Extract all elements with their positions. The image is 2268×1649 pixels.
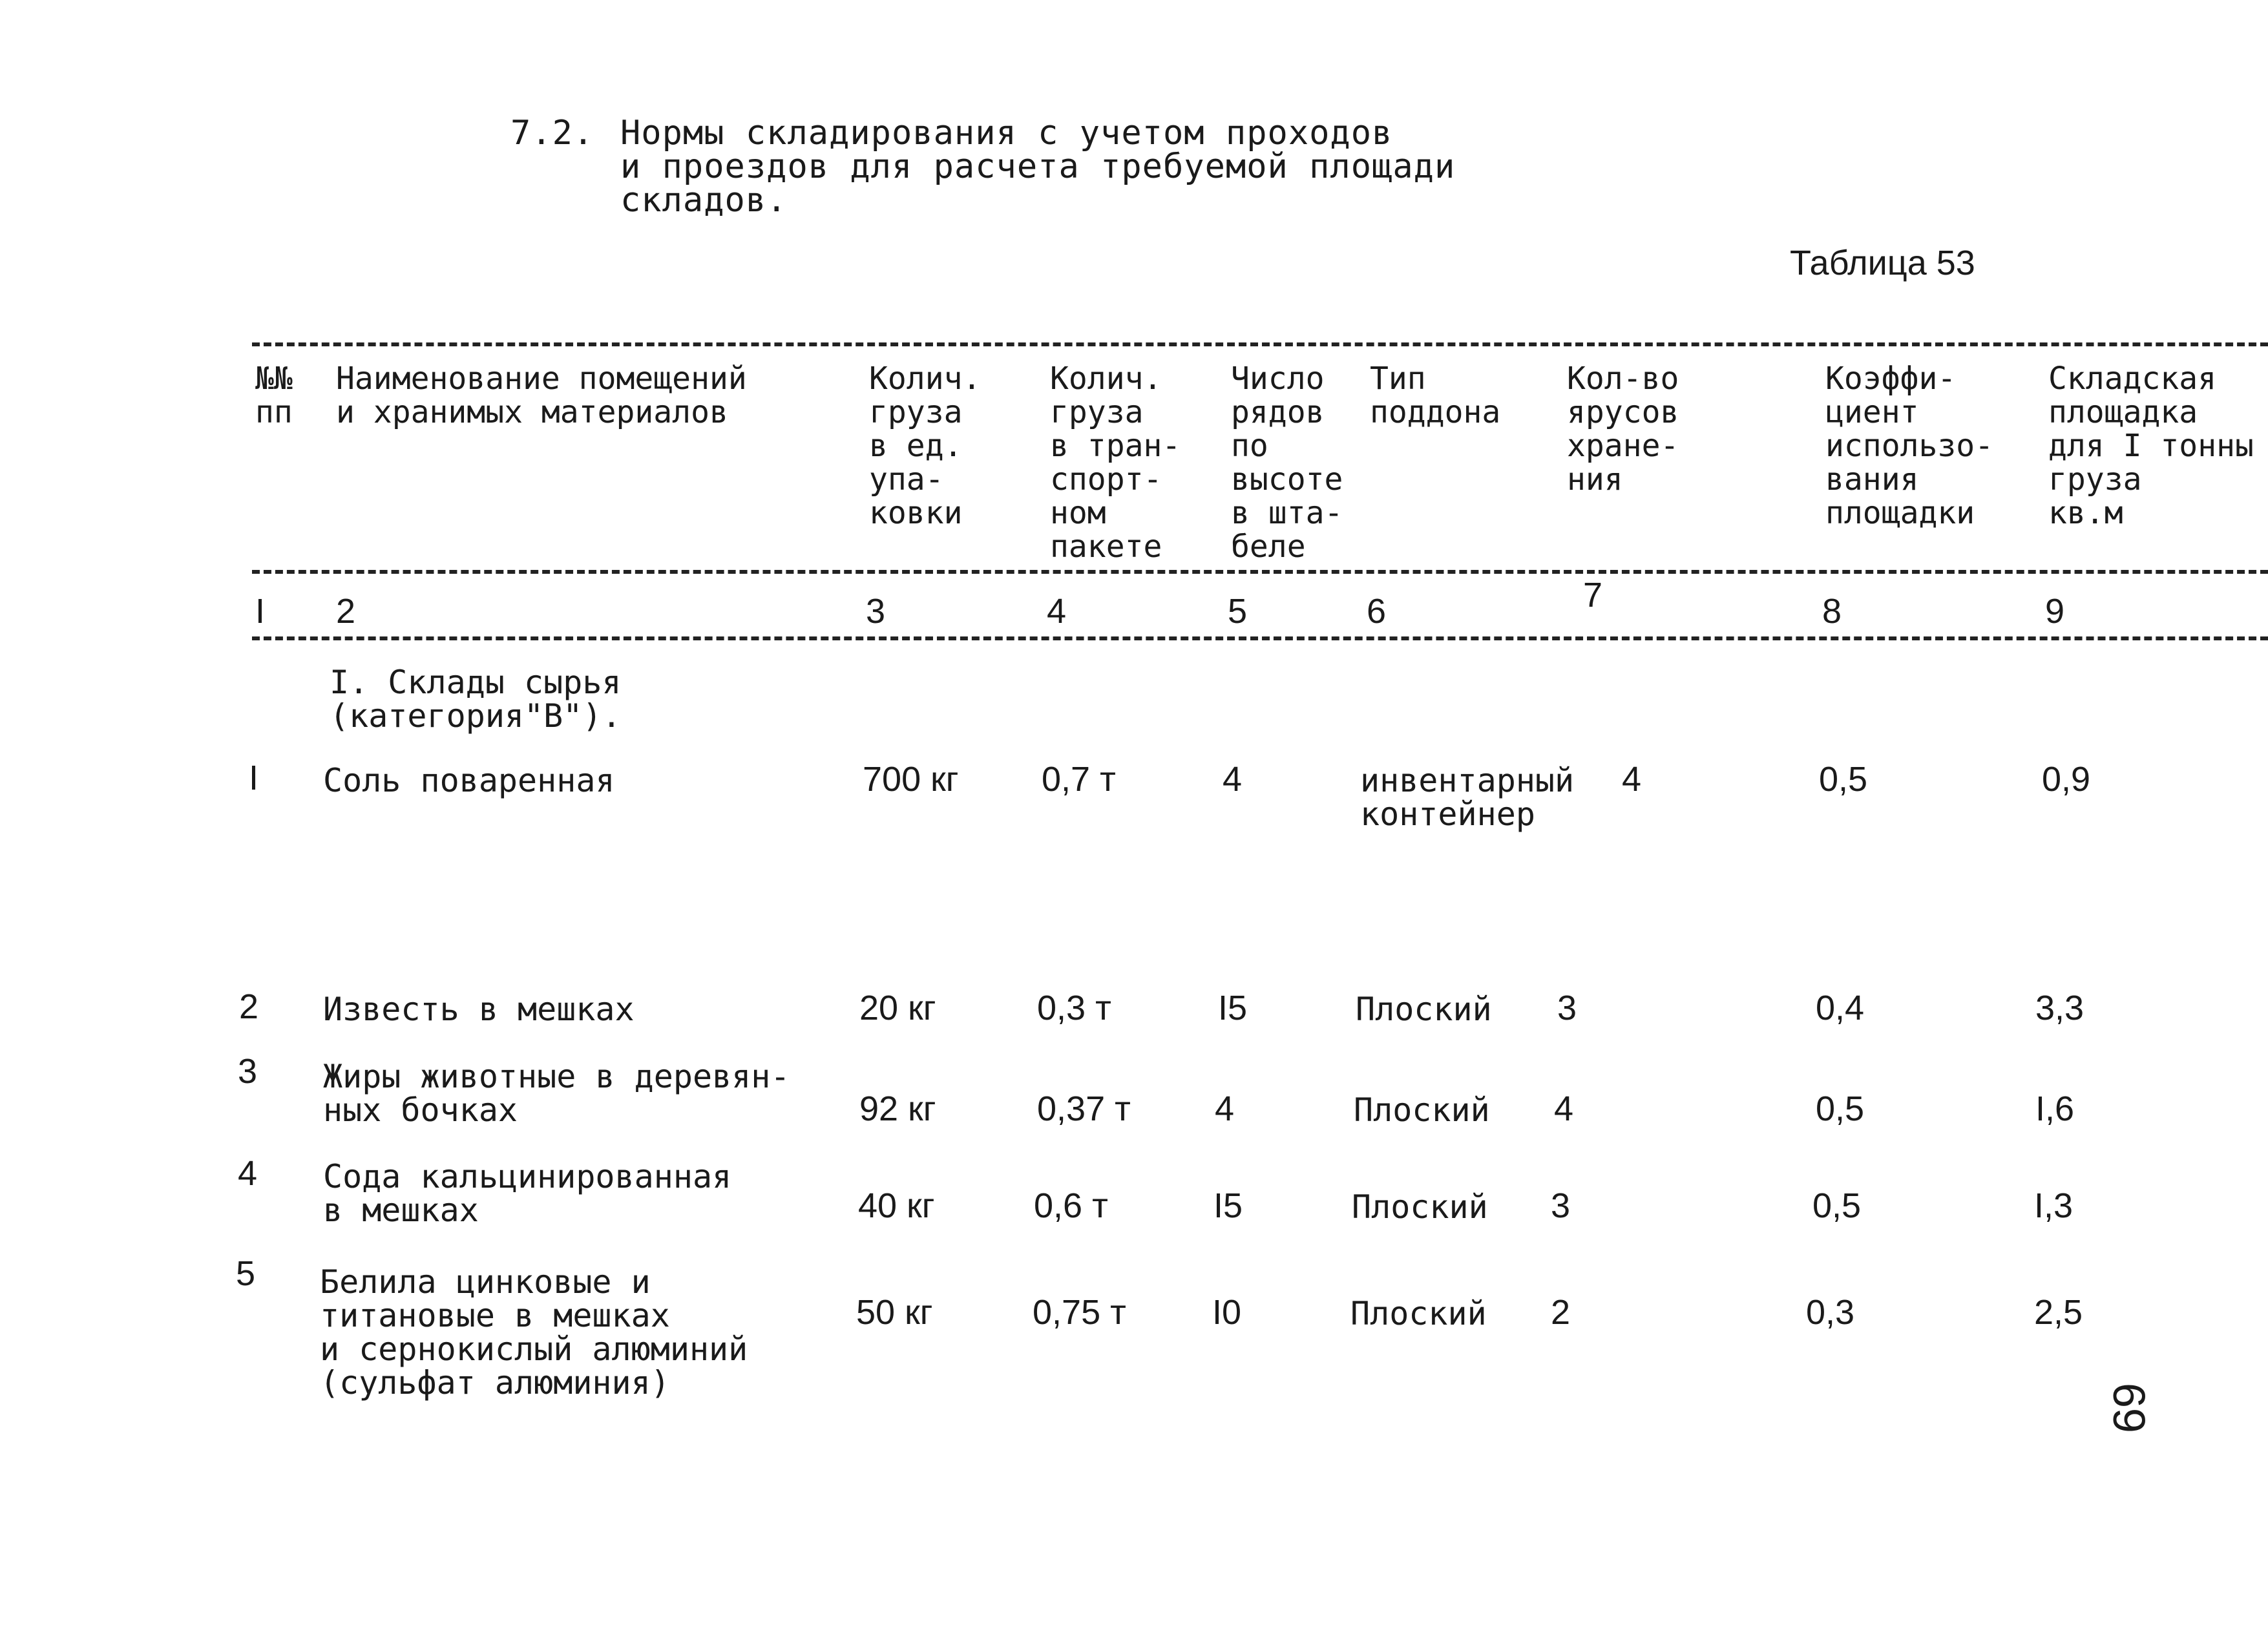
row-5-name: Белила цинковые и титановые в мешках и сернокислый алюминий (сульфат алюминия) bbox=[320, 1263, 748, 1402]
row-4-number: 4 bbox=[238, 1154, 258, 1193]
row-1-name: Соль поваренная bbox=[323, 762, 615, 799]
row-5-qty-pack: 0,75 т bbox=[1033, 1293, 1126, 1332]
column-number-1: I bbox=[255, 592, 266, 631]
row-4-qty-unit: 40 кг bbox=[858, 1186, 935, 1225]
row-2-pallet: Плоский bbox=[1356, 991, 1492, 1028]
row-4-qty-pack: 0,6 т bbox=[1034, 1186, 1108, 1225]
heading-number: 7.2. bbox=[510, 114, 594, 152]
row-2-qty-unit: 20 кг bbox=[859, 989, 936, 1027]
row-1-coef: 0,5 bbox=[1819, 760, 1868, 799]
row-2-area: 3,3 bbox=[2035, 989, 2084, 1027]
row-1-pallet: инвентарный контейнер bbox=[1360, 762, 1575, 833]
row-5-coef: 0,3 bbox=[1806, 1293, 1855, 1332]
row-5-tiers: 2 bbox=[1551, 1293, 1571, 1332]
row-5-pallet: Плоский bbox=[1350, 1295, 1487, 1332]
table-top-rule bbox=[252, 342, 2268, 346]
row-2-qty-pack: 0,3 т bbox=[1037, 989, 1111, 1027]
row-5-rows-height: I0 bbox=[1212, 1293, 1242, 1332]
table-label: Таблица 53 bbox=[1790, 244, 1975, 282]
row-5-number: 5 bbox=[236, 1254, 256, 1293]
header-bottom-rule bbox=[252, 570, 2268, 574]
column-number-8: 8 bbox=[1822, 592, 1842, 631]
row-1-tiers: 4 bbox=[1622, 760, 1642, 799]
row-4-area: I,3 bbox=[2034, 1186, 2074, 1225]
header-col-5: Число рядов по высоте в шта- беле bbox=[1231, 361, 1343, 565]
row-4-pallet: Плоский bbox=[1352, 1188, 1488, 1226]
column-number-5: 5 bbox=[1228, 592, 1248, 631]
header-col-1: №№ пп bbox=[255, 361, 293, 430]
row-1-area: 0,9 bbox=[2042, 760, 2091, 799]
row-3-pallet: Плоский bbox=[1354, 1091, 1490, 1129]
row-2-name: Известь в мешках bbox=[323, 991, 635, 1028]
column-number-7: 7 bbox=[1583, 576, 1603, 614]
row-1-number: I bbox=[249, 759, 259, 797]
row-2-tiers: 3 bbox=[1557, 989, 1577, 1027]
header-col-2: Наименование помещений и хранимых материалов bbox=[336, 361, 747, 430]
row-2-number: 2 bbox=[239, 987, 259, 1026]
row-4-tiers: 3 bbox=[1551, 1186, 1571, 1225]
section-heading bbox=[510, 114, 1456, 220]
row-1-qty-pack: 0,7 т bbox=[1042, 760, 1116, 799]
numbers-bottom-rule bbox=[252, 636, 2268, 640]
column-number-3: 3 bbox=[866, 592, 886, 631]
row-5-qty-unit: 50 кг bbox=[856, 1293, 933, 1332]
row-3-area: I,6 bbox=[2035, 1089, 2075, 1128]
header-col-6: Тип поддона bbox=[1370, 361, 1501, 430]
row-5-area: 2,5 bbox=[2034, 1293, 2083, 1332]
heading-line-3: складов. bbox=[620, 181, 788, 220]
column-number-9: 9 bbox=[2045, 592, 2065, 631]
header-col-3: Колич. груза в ед. упа- ковки bbox=[869, 361, 982, 531]
header-col-7: Кол-во ярусов хране- ния bbox=[1567, 361, 1679, 498]
row-3-coef: 0,5 bbox=[1816, 1089, 1865, 1128]
row-4-name: Сода кальцинированная в мешках bbox=[323, 1158, 732, 1229]
row-3-number: 3 bbox=[238, 1052, 258, 1091]
row-3-qty-unit: 92 кг bbox=[859, 1089, 936, 1128]
row-3-tiers: 4 bbox=[1554, 1089, 1574, 1128]
row-3-rows-height: 4 bbox=[1215, 1089, 1235, 1128]
heading-line-1: Нормы складирования с учетом проходов bbox=[620, 114, 1393, 152]
row-2-rows-height: I5 bbox=[1218, 989, 1248, 1027]
row-3-qty-pack: 0,37 т bbox=[1037, 1089, 1131, 1128]
row-4-coef: 0,5 bbox=[1812, 1186, 1862, 1225]
page-number: 69 bbox=[2104, 1383, 2154, 1433]
column-number-2: 2 bbox=[336, 592, 356, 631]
row-4-rows-height: I5 bbox=[1213, 1186, 1243, 1225]
row-1-rows-height: 4 bbox=[1223, 760, 1243, 799]
column-number-4: 4 bbox=[1047, 592, 1067, 631]
header-col-4: Колич. груза в тран- спорт- ном пакете bbox=[1050, 361, 1181, 565]
row-1-qty-unit: 700 кг bbox=[863, 760, 959, 799]
column-number-6: 6 bbox=[1367, 592, 1387, 631]
heading-line-2: и проездов для расчета требуемой площади bbox=[620, 147, 1456, 186]
row-2-coef: 0,4 bbox=[1816, 989, 1865, 1027]
header-col-8: Коэффи- циент использо- вания площадки bbox=[1825, 361, 1994, 531]
row-3-name: Жиры животные в деревян- ных бочках bbox=[323, 1058, 790, 1129]
section-title: I. Склады сырья (категория"В"). bbox=[330, 664, 622, 735]
header-col-9: Складская площадка для I тонны груза кв.м bbox=[2048, 361, 2254, 531]
